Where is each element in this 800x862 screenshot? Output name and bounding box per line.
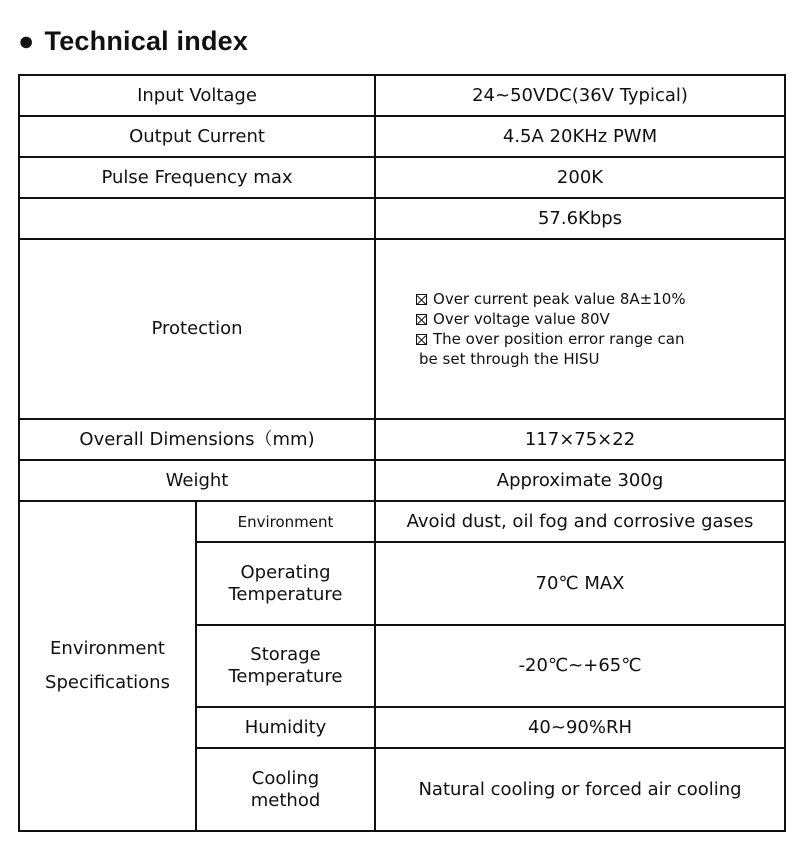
weight-value: Approximate 300g <box>375 460 785 501</box>
bullet-icon: ● <box>18 26 35 56</box>
environment-specifications-label: Environment Specifications <box>19 501 196 831</box>
environment-sub-label: Environment <box>196 501 375 542</box>
table-row <box>19 116 785 157</box>
protection-item: Over voltage value 80V <box>416 309 778 329</box>
dimensions-label: Overall Dimensions（mm) <box>19 419 375 460</box>
page-title <box>18 26 248 57</box>
table-row <box>19 239 785 419</box>
table-row <box>19 75 785 116</box>
protection-label: Protection <box>19 239 375 419</box>
pulse-frequency-label: Pulse Frequency max <box>19 157 375 198</box>
protection-item: Over current peak value 8A±10% <box>416 289 778 309</box>
baud-label <box>19 198 375 239</box>
protection-item: The over position error range can <box>416 329 778 349</box>
checkbox-icon <box>416 294 427 305</box>
table-row <box>19 501 785 542</box>
input-voltage-value: 24~50VDC(36V Typical) <box>375 75 785 116</box>
technical-index-table <box>18 74 786 832</box>
humidity-value: 40~90%RH <box>375 707 785 748</box>
protection-item-continuation: be set through the HISU <box>419 350 600 368</box>
baud-value: 57.6Kbps <box>375 198 785 239</box>
dimensions-value: 117×75×22 <box>375 419 785 460</box>
input-voltage-label: Input Voltage <box>19 75 375 116</box>
table-row <box>19 419 785 460</box>
table-row <box>19 157 785 198</box>
weight-label: Weight <box>19 460 375 501</box>
storage-temperature-value: -20℃~+65℃ <box>375 625 785 707</box>
storage-temperature-label: Storage Temperature <box>196 625 375 707</box>
operating-temperature-value: 70℃ MAX <box>375 542 785 625</box>
table-row <box>19 460 785 501</box>
output-current-value: 4.5A 20KHz PWM <box>375 116 785 157</box>
table-row <box>19 198 785 239</box>
pulse-frequency-value: 200K <box>375 157 785 198</box>
checkbox-icon <box>416 334 427 345</box>
protection-list <box>375 239 785 419</box>
cooling-method-label: Cooling method <box>196 748 375 831</box>
page-title-text: Technical index <box>44 26 249 56</box>
checkbox-icon <box>416 314 427 325</box>
output-current-label: Output Current <box>19 116 375 157</box>
humidity-label: Humidity <box>196 707 375 748</box>
environment-sub-value: Avoid dust, oil fog and corrosive gases <box>375 501 785 542</box>
cooling-method-value: Natural cooling or forced air cooling <box>375 748 785 831</box>
operating-temperature-label: Operating Temperature <box>196 542 375 625</box>
